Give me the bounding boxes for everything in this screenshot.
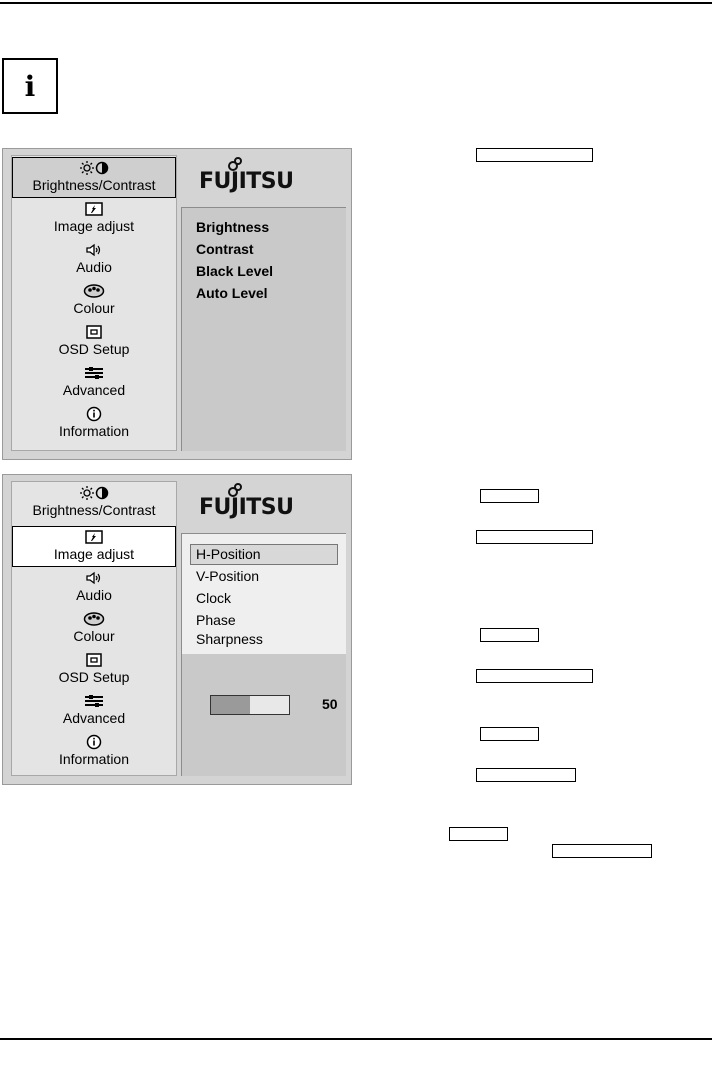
speaker-icon: [12, 570, 176, 586]
fujitsu-logo: FUJITSU: [199, 169, 319, 194]
slider-fill: [211, 696, 250, 714]
menu-item-colour[interactable]: [12, 281, 176, 322]
image-adjust-icon: [13, 529, 175, 545]
menu-item-image-adjust[interactable]: [12, 199, 176, 240]
sun-contrast-icon: [12, 485, 176, 501]
menu-label: Advanced: [62, 710, 126, 726]
menu-label: Advanced: [62, 382, 126, 398]
submenu-item-phase[interactable]: Phase: [196, 612, 236, 628]
menu-label: Information: [58, 423, 130, 439]
submenu-item-black-level[interactable]: Black Level: [196, 263, 274, 279]
menu-label: Colour: [73, 300, 115, 316]
menu-item-audio[interactable]: [12, 240, 176, 281]
menu-item-colour[interactable]: [12, 609, 176, 650]
palette-icon: [12, 611, 176, 627]
key-indicator: [449, 827, 508, 841]
osd-setup-icon: [12, 324, 176, 340]
key-indicator: [480, 489, 539, 503]
key-indicator: [476, 148, 593, 162]
osd-submenu: [181, 533, 346, 776]
submenu-item-auto-level[interactable]: Auto Level: [196, 285, 268, 301]
submenu-item-v-position[interactable]: V-Position: [196, 568, 260, 584]
menu-item-osd-setup[interactable]: [12, 650, 176, 691]
menu-label: Image adjust: [53, 218, 135, 234]
advanced-icon: [12, 365, 176, 381]
palette-icon: [12, 283, 176, 299]
menu-item-information[interactable]: [12, 732, 176, 773]
key-indicator: [552, 844, 652, 858]
image-adjust-icon: [12, 201, 176, 217]
menu-label: Audio: [76, 259, 112, 275]
value-slider[interactable]: [210, 695, 290, 715]
key-indicator: [476, 530, 593, 544]
menu-item-osd-setup[interactable]: [12, 322, 176, 363]
menu-item-image-adjust[interactable]: [12, 526, 176, 567]
submenu-item-contrast[interactable]: Contrast: [196, 241, 254, 257]
info-icon: [2, 58, 58, 114]
osd-main-menu: [11, 481, 177, 776]
menu-label: Brightness/Contrast: [32, 502, 156, 518]
info-circle-icon: [12, 406, 176, 422]
menu-item-advanced[interactable]: [12, 363, 176, 404]
osd-menu-image-adjust: [2, 474, 352, 785]
menu-item-information[interactable]: [12, 404, 176, 445]
fujitsu-logo: FUJITSU: [199, 495, 319, 520]
submenu-item-sharpness[interactable]: Sharpness: [196, 631, 263, 647]
menu-label: Image adjust: [53, 546, 135, 562]
top-rule: [0, 2, 712, 4]
bottom-rule: [0, 1038, 712, 1040]
menu-label: OSD Setup: [58, 669, 130, 685]
speaker-icon: [12, 242, 176, 258]
menu-item-audio[interactable]: [12, 568, 176, 609]
menu-item-brightness-contrast[interactable]: [12, 157, 176, 198]
menu-item-advanced[interactable]: [12, 691, 176, 732]
submenu-item-h-position[interactable]: H-Position: [196, 546, 261, 562]
info-circle-icon: [12, 734, 176, 750]
osd-main-menu: [11, 155, 177, 451]
menu-label: OSD Setup: [58, 341, 130, 357]
menu-label: Information: [58, 751, 130, 767]
advanced-icon: [12, 693, 176, 709]
key-indicator: [476, 768, 576, 782]
key-indicator: [480, 628, 539, 642]
key-indicator: [476, 669, 593, 683]
osd-setup-icon: [12, 652, 176, 668]
osd-submenu: [181, 207, 346, 451]
menu-label: Brightness/Contrast: [32, 177, 156, 193]
menu-item-brightness-contrast[interactable]: [12, 483, 176, 524]
menu-label: Audio: [76, 587, 112, 603]
slider-value: 50: [322, 696, 338, 712]
menu-label: Colour: [73, 628, 115, 644]
submenu-item-brightness[interactable]: Brightness: [196, 219, 270, 235]
submenu-item-clock[interactable]: Clock: [196, 590, 232, 606]
info-glyph: i: [24, 69, 36, 103]
osd-menu-brightness: [2, 148, 352, 460]
key-indicator: [480, 727, 539, 741]
sun-contrast-icon: [13, 160, 175, 176]
